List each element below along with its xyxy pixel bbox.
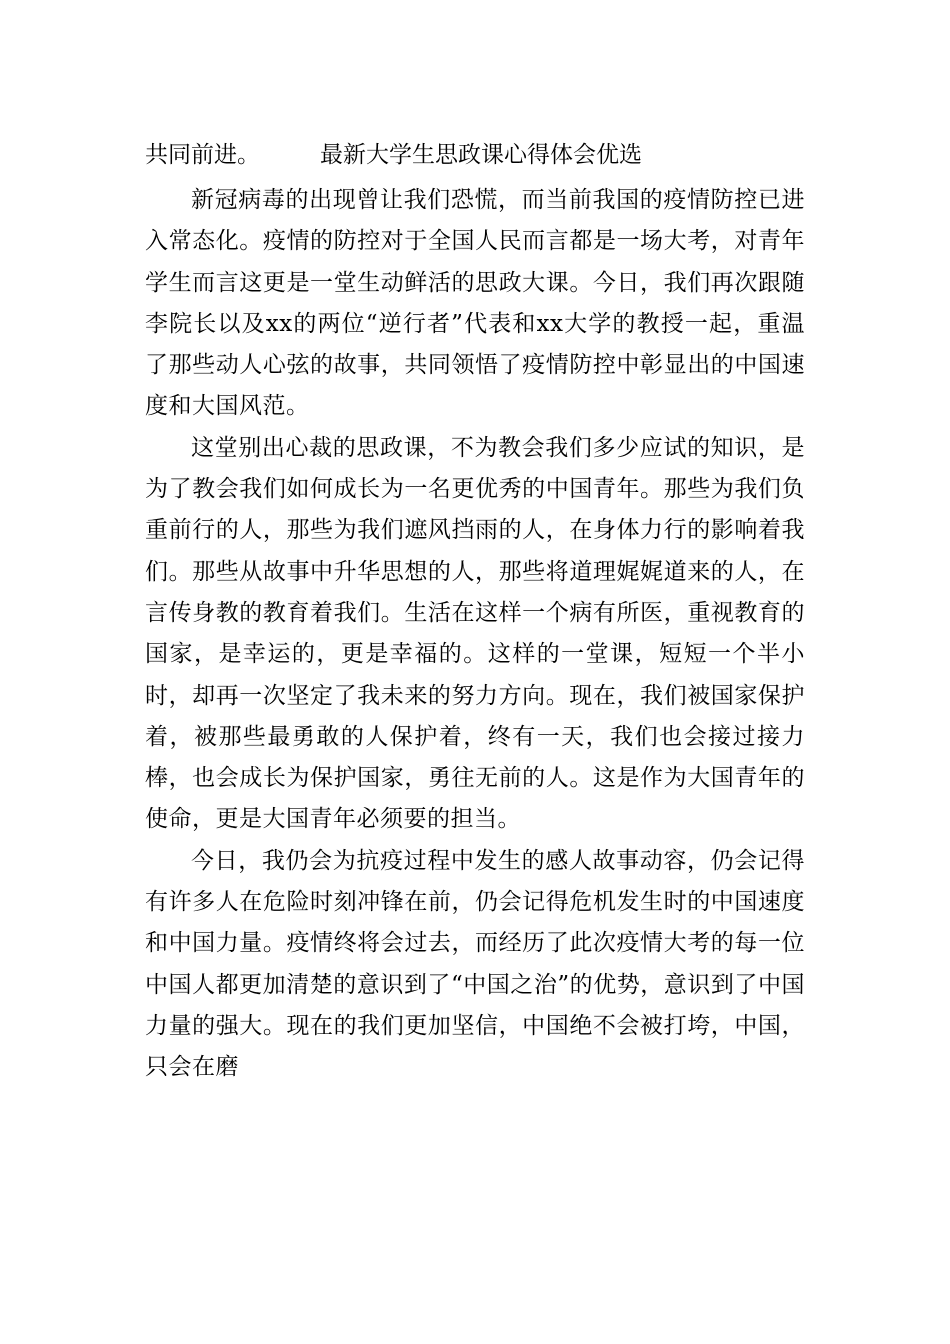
paragraph-3: 今日，我仍会为抗疫过程中发生的感人故事动容，仍会记得有许多人在危险时刻冲锋在前，仍会记得危机发生时的中国速度和中国力量。疫情终将会过去，而经历了此次疫情大考的每一位中国人都更加清楚的意识到了“中国之治”的优势，意识到了中国力量的强大。现在的我们更加坚信，中国绝不会被打垮，中国，只会在磨: [145, 847, 805, 1081]
paragraph-1: 新冠病毒的出现曾让我们恐慌，而当前我国的疫情防控已进入常态化。疫情的防控对于全国人民而言都是一场大考，对青年学生而言这更是一堂生动鲜活的思政大课。今日，我们再次跟随李院长以及xx的两位“逆行者”代表和xx大学的教授一起，重温了那些动人心弦的故事，共同领悟了疫情防控中彰显出的中国速度和大国风范。: [145, 187, 805, 420]
heading-line: [145, 135, 825, 175]
paragraph-2: 这堂别出心裁的思政课，不为教会我们多少应试的知识，是为了教会我们如何成长为一名更优秀的中国青年。那些为我们负重前行的人，那些为我们遮风挡雨的人，在身体力行的影响着我们。那些从故事中升华思想的人，那些将道理娓娓道来的人，在言传身教的教育着我们。生活在这样一个病有所医，重视教育的国家，是幸运的，更是幸福的。这样的一堂课，短短一个半小时，却再一次坚定了我未来的努力方向。现在，我们被国家保护着，被那些最勇敢的人保护着，终有一天，我们也会接过接力棒，也会成长为保护国家，勇往无前的人。这是作为大国青年的使命，更是大国青年必须要的担当。: [145, 434, 805, 833]
document-title: 最新大学生思政课心得体会优选: [320, 142, 642, 168]
body-text: [145, 180, 805, 1089]
lead-text: 共同前进。: [145, 142, 260, 168]
